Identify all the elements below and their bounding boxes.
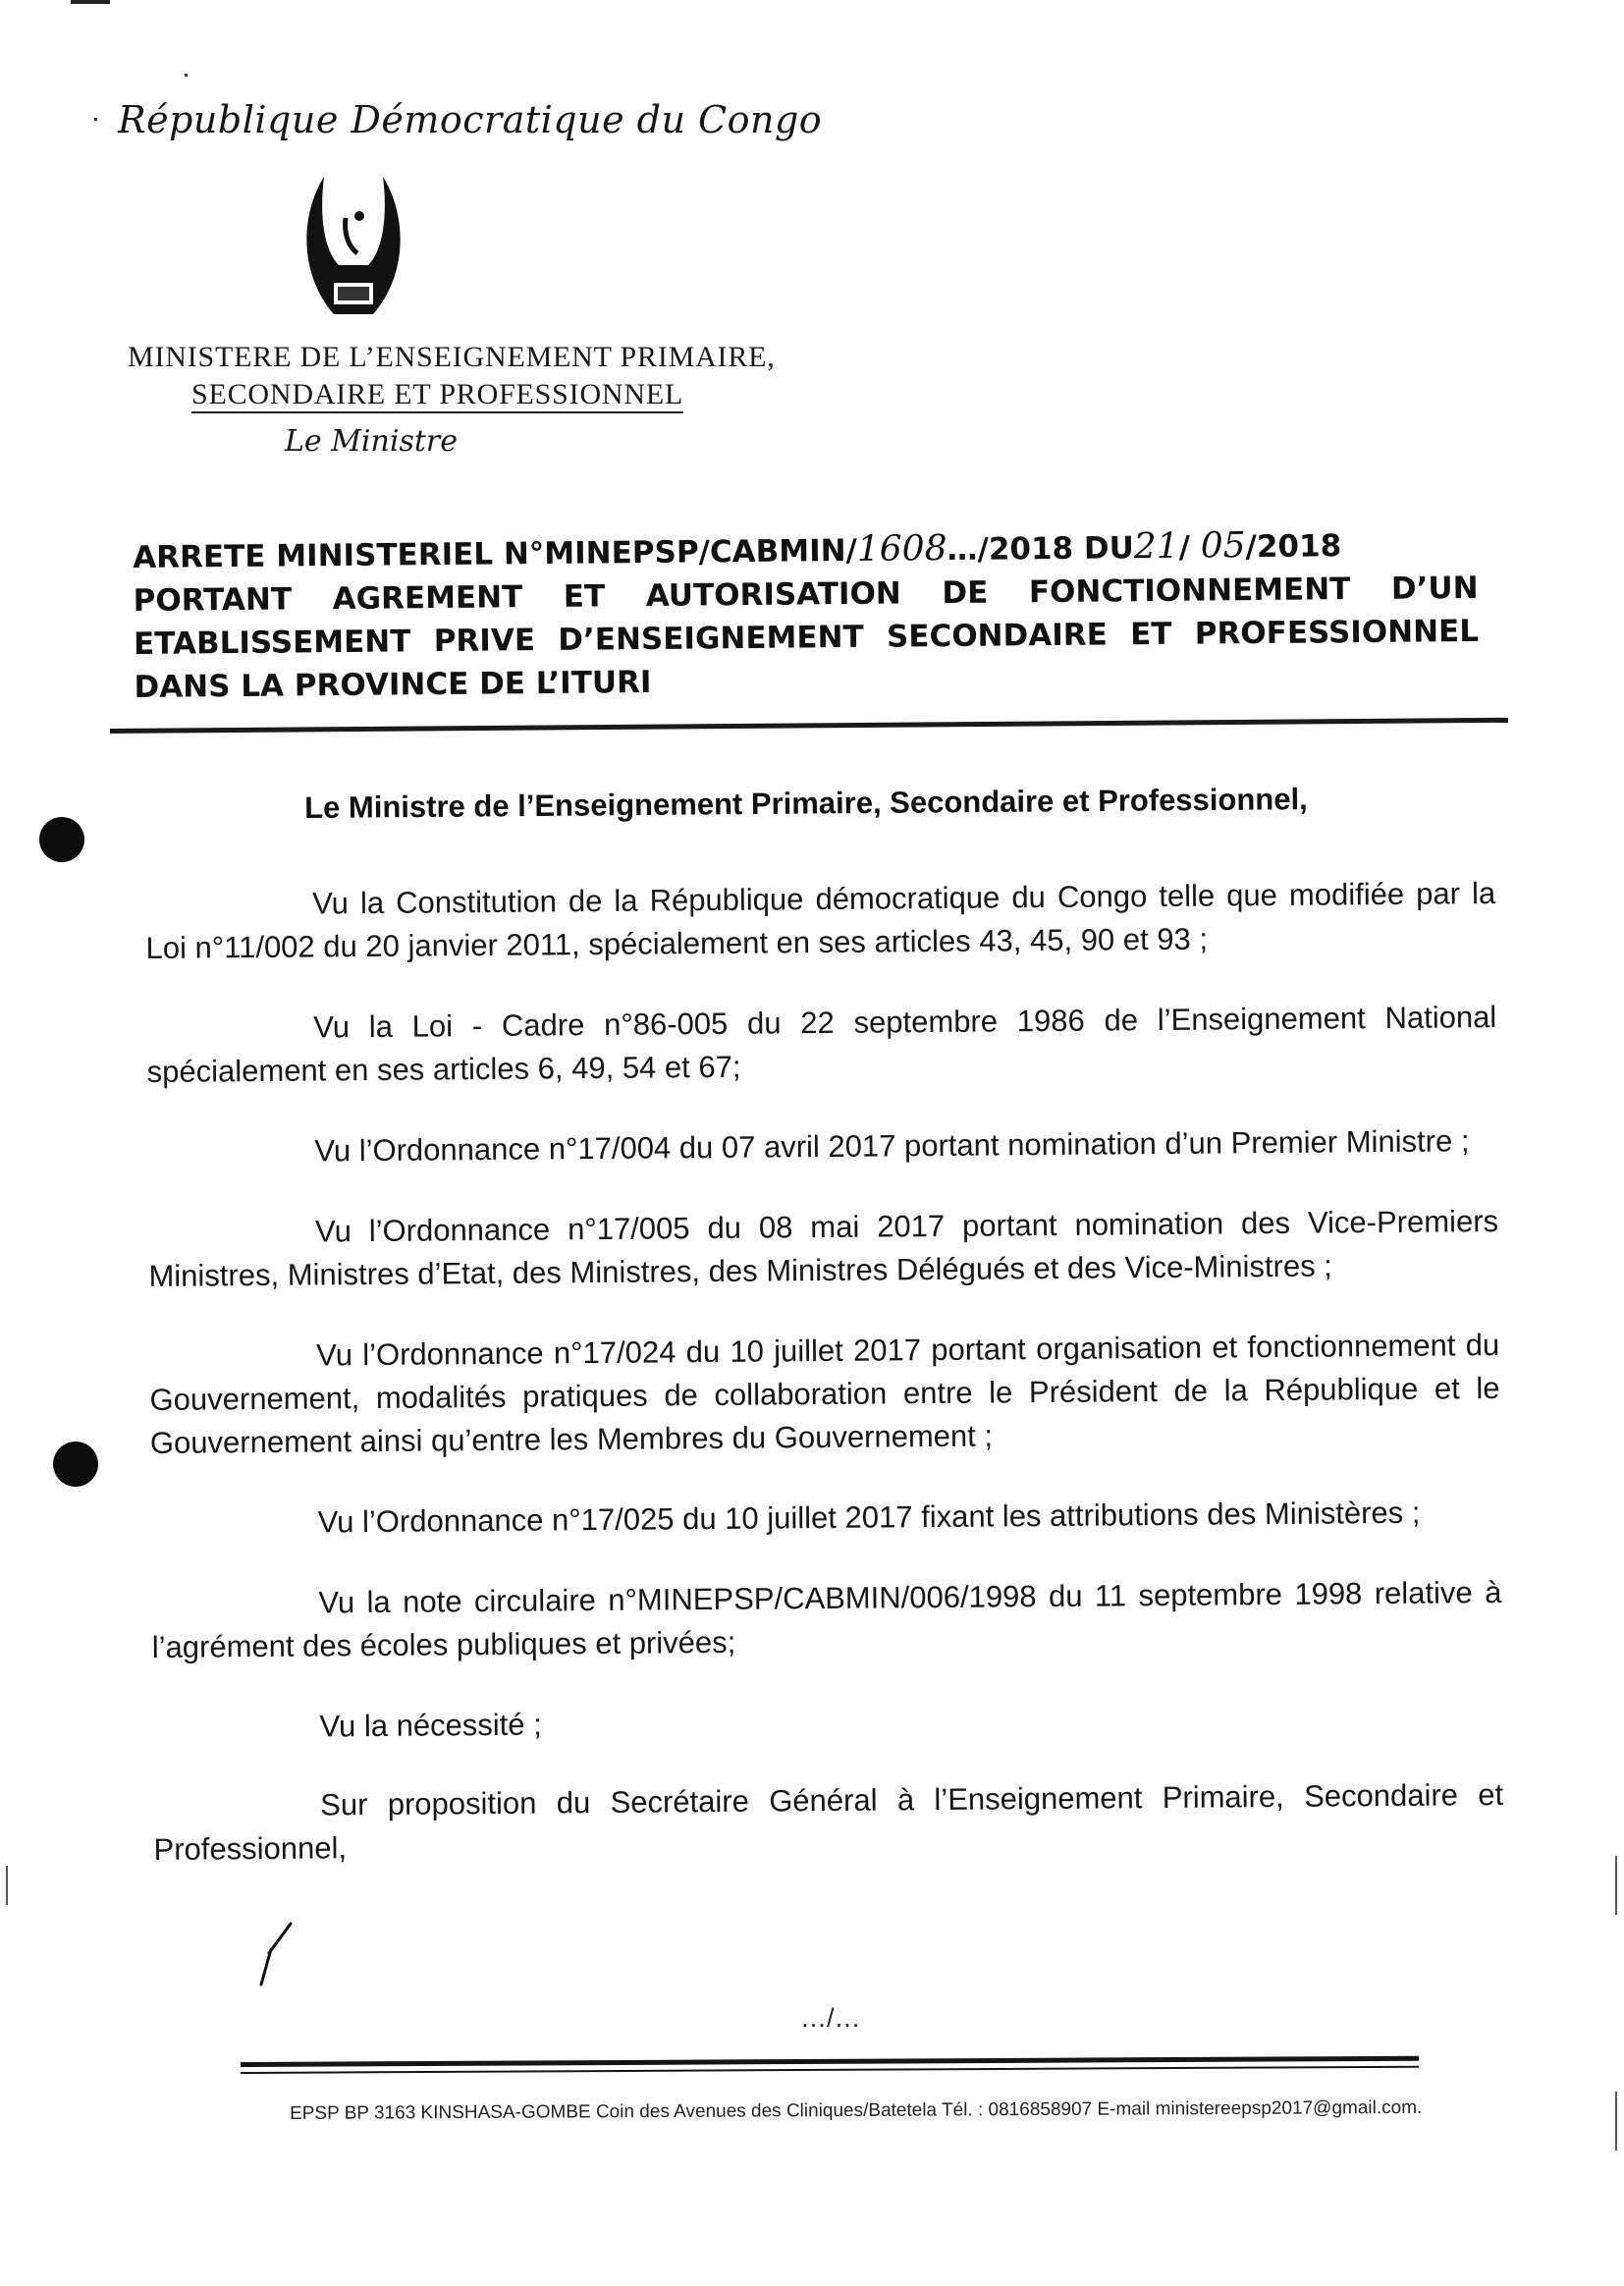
decree-title-line-3: ETABLISSEMENT PRIVE D’ENSEIGNEMENT SECONDAIRE ET PROFESSIONNEL [133, 613, 1480, 662]
considerant-paragraph: Vu la Loi - Cadre n°86-005 du 22 septembre 1986 de l’Enseignement National spécialement en ses articles 6, 49, 54 et 67; [146, 999, 1497, 1089]
ministry-header [128, 339, 776, 413]
ministry-line-2: SECONDAIRE ET PROFESSIONNEL [191, 378, 683, 413]
decree-title-line-4: DANS LA PROVINCE DE L’ITURI [134, 664, 652, 705]
scan-edge-mark [6, 1866, 8, 1905]
minister-signatory: Le Ministre [285, 424, 458, 459]
decree-day-handwritten: 21 [1133, 525, 1179, 568]
footer-divider [241, 2056, 1419, 2067]
decree-title-line-2: PORTANT AGREMENT ET AUTORISATION DE FONCTIONNEMENT D’UN [133, 570, 1479, 619]
considerant-paragraph: Vu l’Ordonnance n°17/004 du 07 avril 2017 portant nomination d’un Premier Ministre ; [314, 1123, 1470, 1169]
decree-date-year: /2018 [1245, 528, 1342, 566]
coat-of-arms-emblem [295, 157, 412, 334]
considerant-paragraph: Vu la nécessité ; [319, 1707, 542, 1744]
punch-hole-top [39, 817, 84, 862]
continued-marker: …/… [800, 2003, 861, 2033]
ministry-line-1: MINISTERE DE L’ENSEIGNEMENT PRIMAIRE, [128, 341, 776, 373]
decree-year-label: …/2018 DU [947, 530, 1135, 569]
considerant-paragraph: Vu la note circulaire n°MINEPSP/CABMIN/006/1998 du 11 septembre 1998 relative à l’agrément des écoles publiques et privées; [151, 1574, 1502, 1664]
title-divider [110, 718, 1508, 734]
scan-edge-mark [1615, 2092, 1617, 2150]
initial-mark-icon [257, 1920, 297, 1988]
considerant-paragraph: Vu l’Ordonnance n°17/005 du 08 mai 2017 portant nomination des Vice-Premiers Ministres, Ministres d’Etat, des Ministres, des Ministres Délégués et des Vice-Ministres ; [148, 1203, 1499, 1293]
considerant-paragraph: Vu la Constitution de la République démocratique du Congo telle que modifiée par la Loi n°11/002 du 20 janvier 2011, spécialement en ses articles 43, 45, 90 et 93 ; [145, 876, 1496, 965]
footer-address: EPSP BP 3163 KINSHASA-GOMBE Coin des Avenues des Cliniques/Batetela Tél. : 0816858907 E-mail ministereepsp2017@gmail.com. [290, 2096, 1423, 2124]
decree-number-prefix: ARRETE MINISTERIEL N°MINEPSP/CABMIN/ [133, 532, 858, 575]
republic-header: République Démocratique du Congo [118, 98, 823, 141]
scan-speck [185, 74, 188, 77]
considerant-paragraph: Vu l’Ordonnance n°17/025 du 10 juillet 2017 fixant les attributions des Ministères ; [317, 1495, 1421, 1540]
punch-hole-bottom [53, 1442, 98, 1487]
decree-month-handwritten: 05 [1200, 525, 1246, 567]
decree-number-handwritten: 1608 [856, 528, 947, 570]
footer-divider-thin [241, 2066, 1419, 2074]
decree-title-line-1: ARRETE MINISTERIEL N°MINEPSP/CABMIN/1608…/2018 DU21/ 05/2018 [133, 525, 1342, 575]
considerant-paragraph: Vu l’Ordonnance n°17/024 du 10 juillet 2017 portant organisation et fonctionnement du Gouvernement, modalités pratiques de collaboration entre le Président de la République et le Gouvernement ainsi qu’entre les Membres du Gouvernement ; [149, 1327, 1500, 1460]
decree-body [145, 872, 1504, 1909]
minister-heading: Le Ministre de l’Enseignement Primaire, Secondaire et Professionnel, [304, 782, 1308, 825]
scan-speck [94, 118, 97, 121]
scan-mark-top [71, 0, 110, 4]
scan-edge-mark [1615, 1856, 1617, 1915]
considerant-paragraph: Sur proposition du Secrétaire Général à l’Enseignement Primaire, Secondaire et Professionnel, [153, 1776, 1504, 1867]
decree-title [133, 522, 1480, 709]
